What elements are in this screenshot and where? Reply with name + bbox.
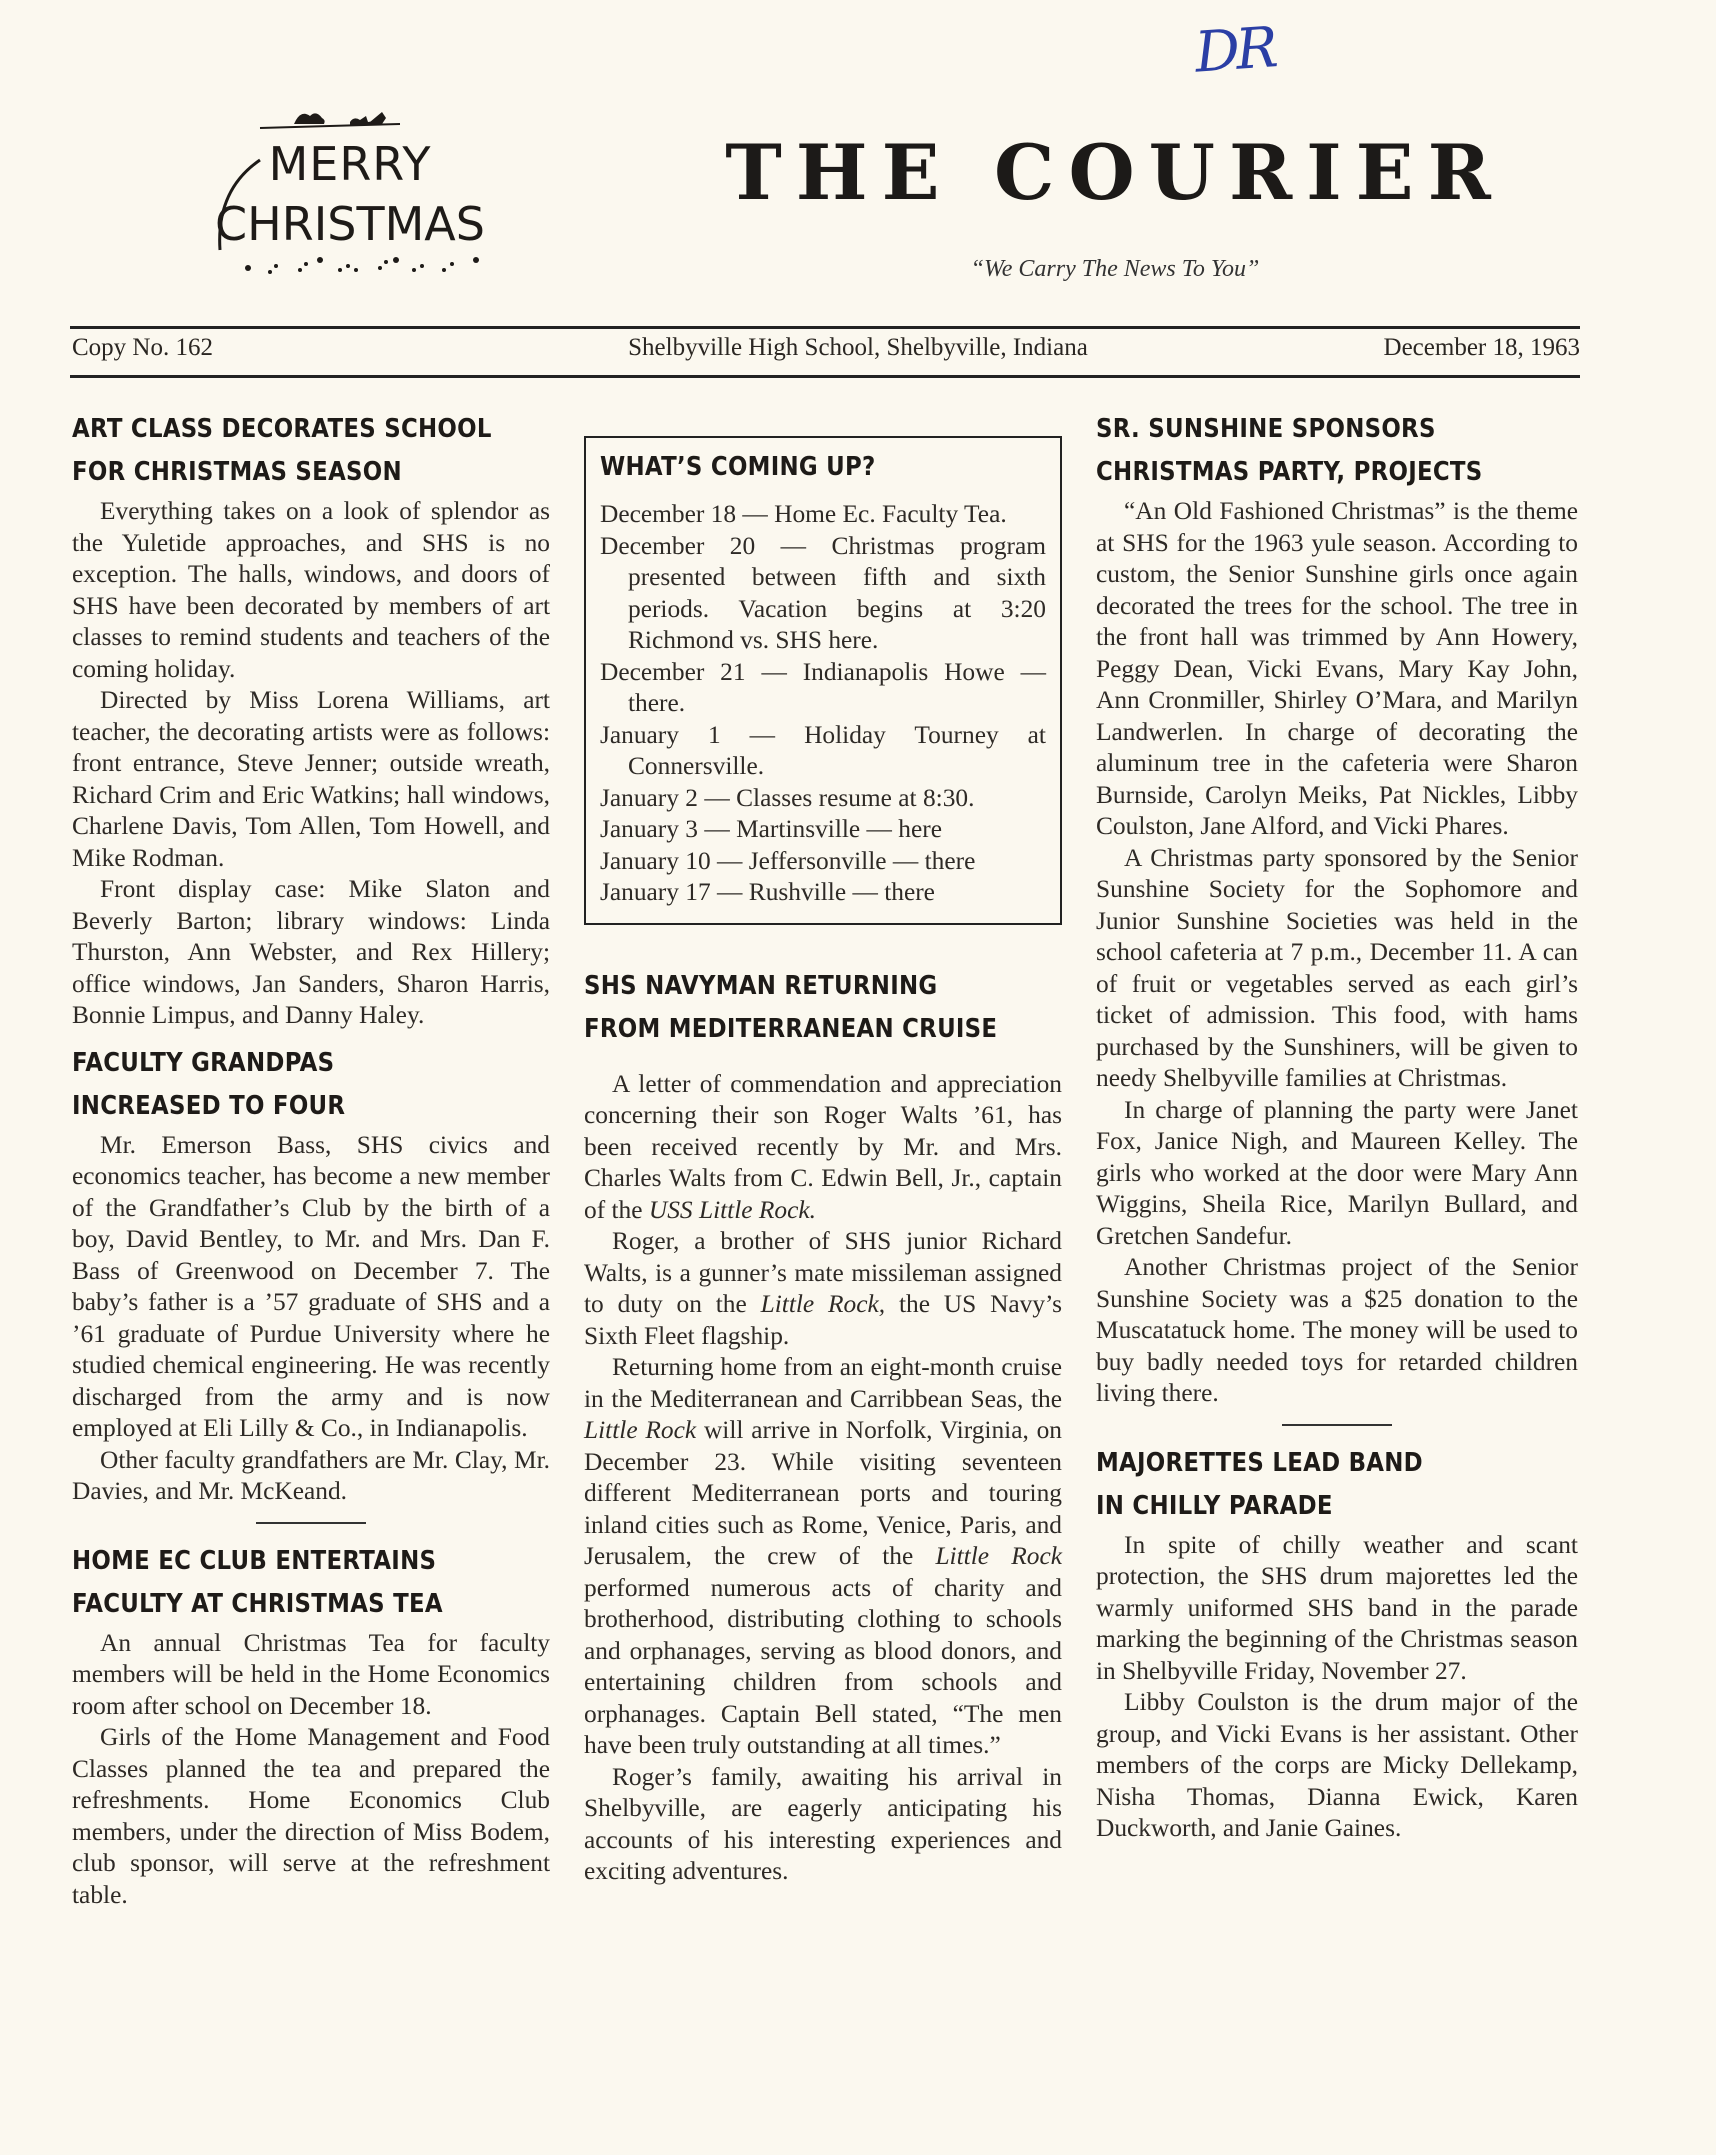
ground-line	[260, 124, 400, 128]
event-item: December 18 — Home Ec. Faculty Tea.	[600, 500, 1007, 528]
column-left	[72, 410, 550, 1911]
article-faculty-grandpas	[72, 1044, 550, 1508]
article-paragraph: A letter of commendation and appreciation concerning their son Roger Walts ’61, has been received recently by Mr. and Mrs. Charles Walts from C. Edwin Bell, Jr., captain of the USS Little Rock.	[584, 1069, 1062, 1224]
article-heading: SHS NAVYMAN RETURNING	[584, 970, 938, 1001]
logo-merry: MERRY	[268, 137, 432, 191]
article-paragraph: Mr. Emerson Bass, SHS civics and economics teacher, has become a new member of the Grandfather’s Club by the birth of a boy, David Bentley, to Mr. and Mrs. Dan F. Bass of Greenwood on December 7. The baby’s father is a ’57 graduate of SHS and a ’61 graduate of Purdue University where he studied chemical engineering. He was recently discharged from the army and is now employed at Eli Lilly & Co., in Indianapolis.	[72, 1130, 550, 1442]
logo-christmas: CHRISTMAS	[215, 197, 485, 251]
article-paragraph: A Christmas party sponsored by the Senior Sunshine Society for the Sophomore and Junior Sunshine Societies was held in the school cafeteria at 7 p.m., December 11. A can of fruit or vegetables served as each girl’s ticket of admission. This food, with hams purchased by the Sunshiners, will be given to needy Shelbyville families at Christmas.	[1096, 843, 1578, 1092]
article-heading: INCREASED TO FOUR	[72, 1090, 346, 1121]
event-item: January 1 — Holiday Tourney at Connersville.	[600, 720, 1046, 780]
article-majorettes	[1096, 1444, 1578, 1845]
merry-christmas-logo	[200, 100, 500, 300]
article-heading: FACULTY AT CHRISTMAS TEA	[72, 1588, 443, 1619]
handwritten-annotation: DR	[1192, 15, 1277, 86]
article-paragraph: “An Old Fashioned Christmas” is the theme at SHS for the 1963 yule season. According to custom, the Senior Sunshine girls once again decorated the trees for the school. The tree in the front hall was trimmed by Ann Howery, Peggy Dean, Vicki Evans, Mary Kay John, Ann Cronmiller, Shirley O’Mara, and Marilyn Landwerlen. In charge of decorating the aluminum tree in the cafeteria were Sharon Burnside, Carolyn Meiks, Pat Nickles, Libby Coulston, Jane Alford, and Vicki Phares.	[1096, 497, 1578, 840]
column-right	[1096, 410, 1578, 1845]
article-heading: SR. SUNSHINE SPONSORS	[1096, 414, 1436, 444]
whats-coming-up-box	[584, 436, 1062, 925]
article-separator	[1282, 1424, 1392, 1426]
article-paragraph: Front display case: Mike Slaton and Beverly Barton; library windows: Linda Thurston, Ann Webster, and Rex Hillery; office windows, Jan Sanders, Sharon Harris, Bonnie Limpus, and Danny Haley.	[72, 875, 550, 1029]
column-middle	[584, 410, 1062, 1888]
article-paragraph: An annual Christmas Tea for faculty members will be held in the Home Economics room after school on December 18.	[72, 1628, 550, 1720]
article-heading: FROM MEDITERRANEAN CRUISE	[584, 1013, 998, 1044]
article-navyman	[584, 967, 1062, 1888]
article-heading: ART CLASS DECORATES SCHOOL	[72, 414, 492, 444]
article-heading: MAJORETTES LEAD BAND	[1096, 1447, 1423, 1478]
masthead-rule-top	[70, 326, 1580, 329]
article-separator	[256, 1522, 366, 1524]
event-item: January 10 — Jeffersonville — there	[600, 846, 976, 875]
article-paragraph: Other faculty grandfathers are Mr. Clay, Mr. Davies, and Mr. McKeand.	[72, 1445, 550, 1505]
newspaper-title: THE COURIER	[725, 128, 1505, 217]
article-home-ec	[72, 1542, 550, 1912]
box-heading: WHAT’S COMING UP?	[600, 452, 876, 482]
event-item: December 20 — Christmas program presented between fifth and sixth periods. Vacation begins at 3:20 Richmond vs. SHS here.	[600, 531, 1046, 654]
article-paragraph: Everything takes on a look of splendor as the Yuletide approaches, and SHS is no exception. The halls, windows, and doors of SHS have been decorated by members of art classes to remind students and teachers of the coming holiday.	[72, 497, 550, 683]
article-paragraph: In spite of chilly weather and scant protection, the SHS drum majorettes led the warmly uniformed SHS band in the parade marking the beginning of the Christmas season in Shelbyville Friday, November 27.	[1096, 1530, 1578, 1685]
article-paragraph: In charge of planning the party were Janet Fox, Janice Nigh, and Maureen Kelley. The girls who worked at the door were Mary Ann Wiggins, Sheila Rice, Marilyn Bullard, and Gretchen Sandefur.	[1096, 1095, 1578, 1250]
logo-dots	[245, 257, 479, 274]
article-paragraph: Directed by Miss Lorena Williams, art teacher, the decorating artists were as follows: front entrance, Steve Jenner; outside wreath, Richard Crim and Eric Watkins; hall windows, Charlene Davis, Tom Allen, Tom Howell, and Mike Rodman.	[72, 686, 550, 872]
article-paragraph: Libby Coulston is the drum major of the group, and Vicki Evans is her assistant. Other members of the corps are Micky Dellekamp, Nisha Thomas, Dianna Ewick, Karen Duckworth, and Janie Gaines.	[1096, 1688, 1578, 1842]
article-heading: CHRISTMAS PARTY, PROJECTS	[1096, 457, 1483, 487]
copy-number: Copy No. 162	[72, 334, 213, 361]
event-item: January 17 — Rushville — there	[600, 878, 935, 906]
issue-date: December 18, 1963	[1383, 334, 1580, 361]
article-heading: FOR CHRISTMAS SEASON	[72, 457, 402, 487]
article-paragraph: Returning home from an eight-month cruise in the Mediterranean and Carribbean Seas, the Little Rock will arrive in Norfolk, Virginia, on December 23. While visiting seventeen different Mediterranean ports and touring inland cities such as Rome, Venice, Paris, and Jerusalem, the crew of the Little Rock performed numerous acts of charity and brotherhood, distributing clothing to schools and orphanages, serving as blood donors, and entertaining children from schools and orphanages. Captain Bell stated, “The men have been truly outstanding at all times.”	[584, 1353, 1063, 1759]
event-item: December 21 — Indianapolis Howe — there.	[600, 657, 1046, 717]
school-name: Shelbyville High School, Shelbyville, Indiana	[628, 334, 1088, 361]
article-heading: IN CHILLY PARADE	[1096, 1490, 1333, 1521]
newspaper-motto: “We Carry The News To You”	[970, 256, 1260, 282]
logo-art	[200, 100, 500, 300]
reindeer-silhouette-2	[370, 112, 386, 124]
masthead-rule-bottom	[70, 375, 1580, 378]
article-paragraph: Roger’s family, awaiting his arrival in Shelbyville, are eagerly anticipating his accounts of his interesting experiences and exciting adventures.	[584, 1762, 1062, 1885]
article-paragraph: Girls of the Home Management and Food Classes planned the tea and prepared the refreshments. Home Economics Club members, under the direction of Miss Bodem, club sponsor, will serve at the refreshment table.	[72, 1723, 550, 1909]
event-item: January 3 — Martinsville — here	[600, 815, 942, 843]
article-art-class	[72, 410, 550, 1032]
article-paragraph: Another Christmas project of the Senior Sunshine Society was a $25 donation to the Muscatatuck home. The money will be used to buy badly needed toys for retarded children living there.	[1096, 1253, 1578, 1407]
article-heading: HOME EC CLUB ENTERTAINS	[72, 1545, 437, 1576]
article-paragraph: Roger, a brother of SHS junior Richard Walts, is a gunner’s mate missileman assigned to duty on the Little Rock, the US Navy’s Sixth Fleet flagship.	[584, 1227, 1062, 1350]
sleigh-silhouette	[294, 113, 325, 124]
event-item: January 2 — Classes resume at 8:30.	[600, 783, 975, 812]
article-sr-sunshine	[1096, 410, 1578, 1410]
article-heading: FACULTY GRANDPAS	[72, 1047, 335, 1078]
